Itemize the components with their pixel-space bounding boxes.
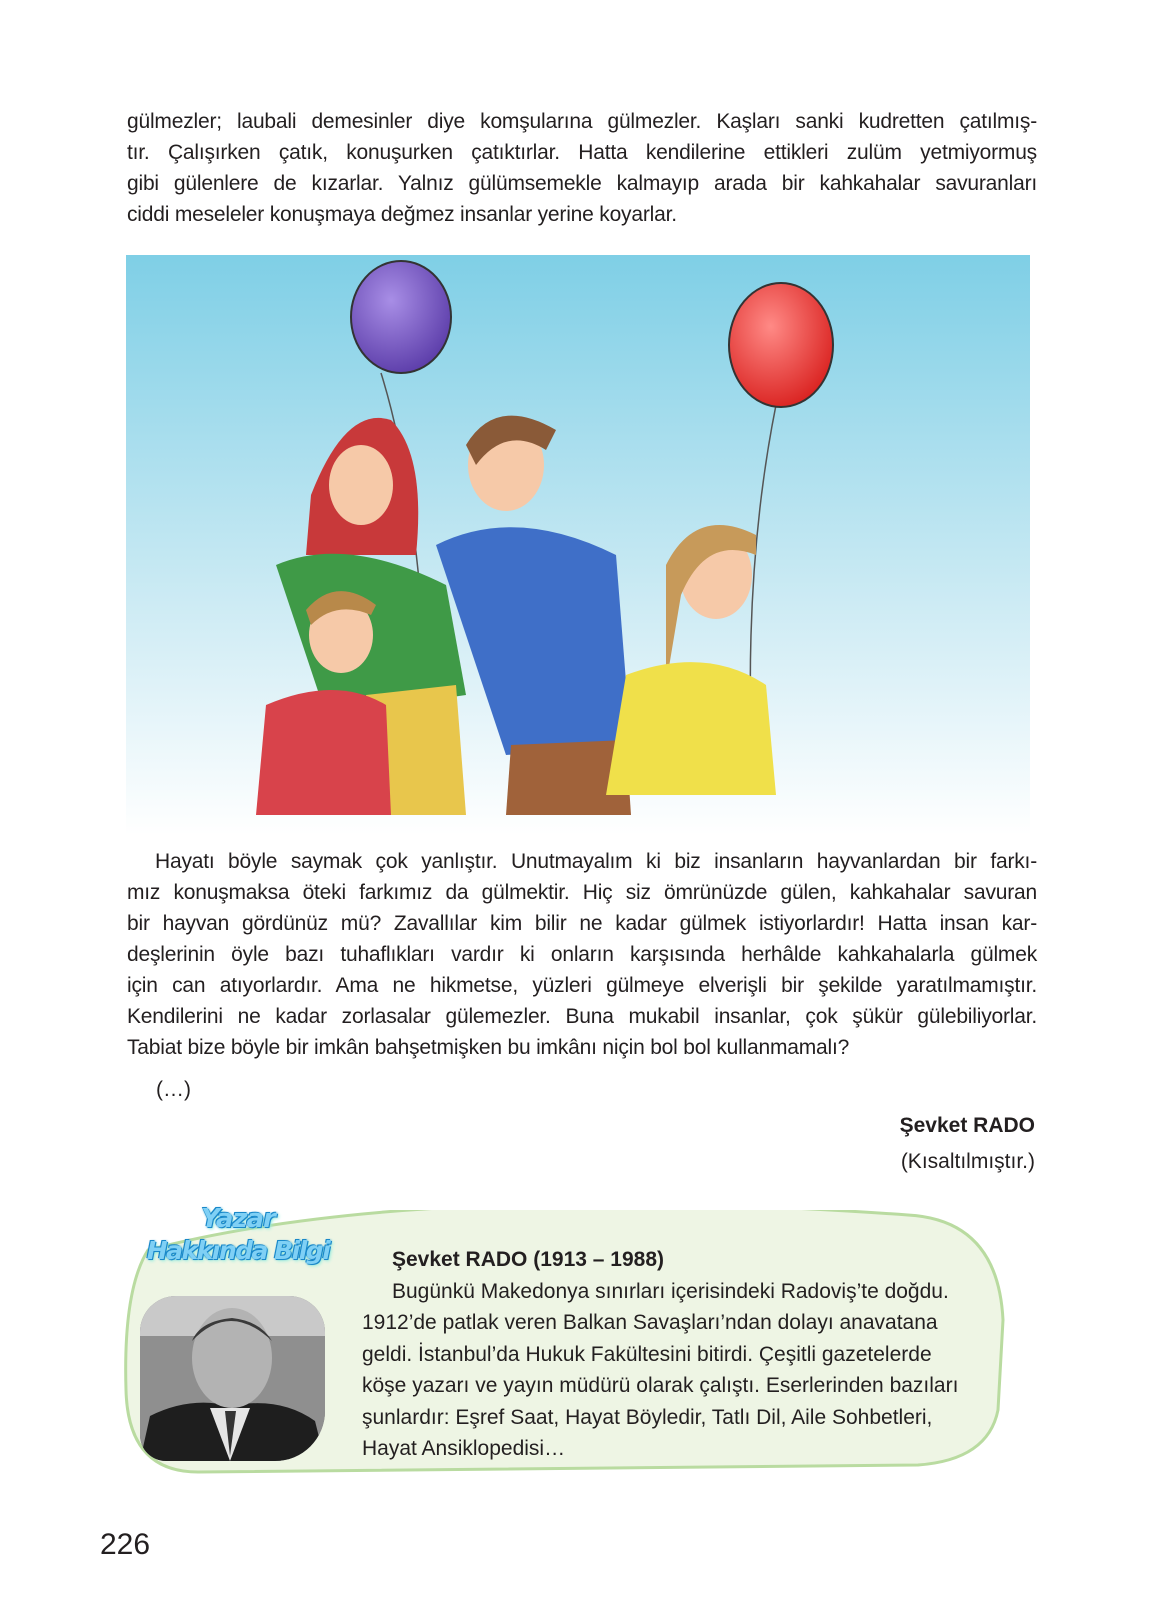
page-number: 226	[100, 1528, 151, 1561]
text-line: deşlerinin öyle bazı tuhaflıkları vardır ki onların karşısında herhâlde kahkahalarla gülmek	[127, 943, 1037, 966]
red-balloon	[729, 283, 833, 407]
bio-title: Şevket RADO (1913 – 1988)	[392, 1248, 664, 1271]
bio-line: köşe yazarı ve yayın müdürü olarak çalıştı. Eserlerinden bazıları	[362, 1374, 959, 1397]
text-line: gülmezler; laubali demesinler diye komşularına gülmezler. Kaşları sanki kudretten çatılmış-	[127, 110, 1037, 133]
bio-line: Hayat Ansiklopedisi…	[362, 1437, 566, 1460]
bio-line: 1912’de patlak veren Balkan Savaşları’ndan dolayı anavatana	[362, 1311, 938, 1334]
text-line: için can atıyorlardır. Ama ne hikmetse, yüzleri gülmeye elverişli bir şekilde yaratılmamıştır.	[127, 974, 1037, 997]
paragraph-1	[127, 106, 1037, 230]
text-line: ciddi meseleler konuşmaya değmez insanlar yerine koyarlar.	[127, 203, 677, 226]
bio-line: şunlardır: Eşref Saat, Hayat Böyledir, Tatlı Dil, Aile Sohbetleri,	[362, 1405, 933, 1429]
bio-line: geldi. İstanbul’da Hukuk Fakültesini bitirdi. Çeşitli gazetelerde	[362, 1342, 932, 1366]
author-name: Şevket RADO	[899, 1114, 1035, 1137]
family-balloons-illustration	[126, 255, 1030, 835]
text-line: Tabiat bize böyle bir imkân bahşetmişken bu imkânı niçin bol bol kullanmamalı?	[127, 1036, 850, 1059]
purple-balloon	[351, 261, 451, 373]
badge-line-2: Hakkında Bilgi	[146, 1236, 330, 1265]
ellipsis: (…)	[156, 1078, 191, 1101]
text-line: gibi gülenlere de kızarlar. Yalnız gülümsemekle kalmayıp arada bir kahkahalar savuranları	[127, 172, 1037, 195]
author-bio	[362, 1244, 1002, 1465]
paragraph-2	[127, 846, 1037, 1063]
author-photo	[140, 1296, 325, 1461]
text-line: Hayatı böyle saymak çok yanlıştır. Unutmayalım ki biz insanların hayvanlardan bir farkı-	[155, 850, 1037, 873]
text-line: mız konuşmaksa öteki farkımız da gülmektir. Hiç siz ömrünüzde gülen, kahkahalar savuran	[127, 881, 1037, 904]
text-line: bir hayvan gördünüz mü? Zavallılar kim bilir ne kadar gülmek istiyorlardır! Hatta insan kar-	[127, 912, 1037, 935]
abridged-note: (Kısaltılmıştır.)	[900, 1150, 1035, 1173]
bio-line: Bugünkü Makedonya sınırları içerisindeki Radoviş’te doğdu.	[392, 1279, 949, 1303]
text-line: Kendilerini ne kadar zorlasalar gülemezler. Buna mukabil insanlar, çok şükür gülebiliyorlar.	[127, 1005, 1037, 1028]
author-info-badge	[122, 1203, 354, 1267]
badge-line-1: Yazar	[201, 1204, 275, 1234]
text-line: tır. Çalışırken çatık, konuşurken çatıktırlar. Hatta kendilerine ettikleri zulüm yetmiyormuş	[127, 141, 1037, 164]
